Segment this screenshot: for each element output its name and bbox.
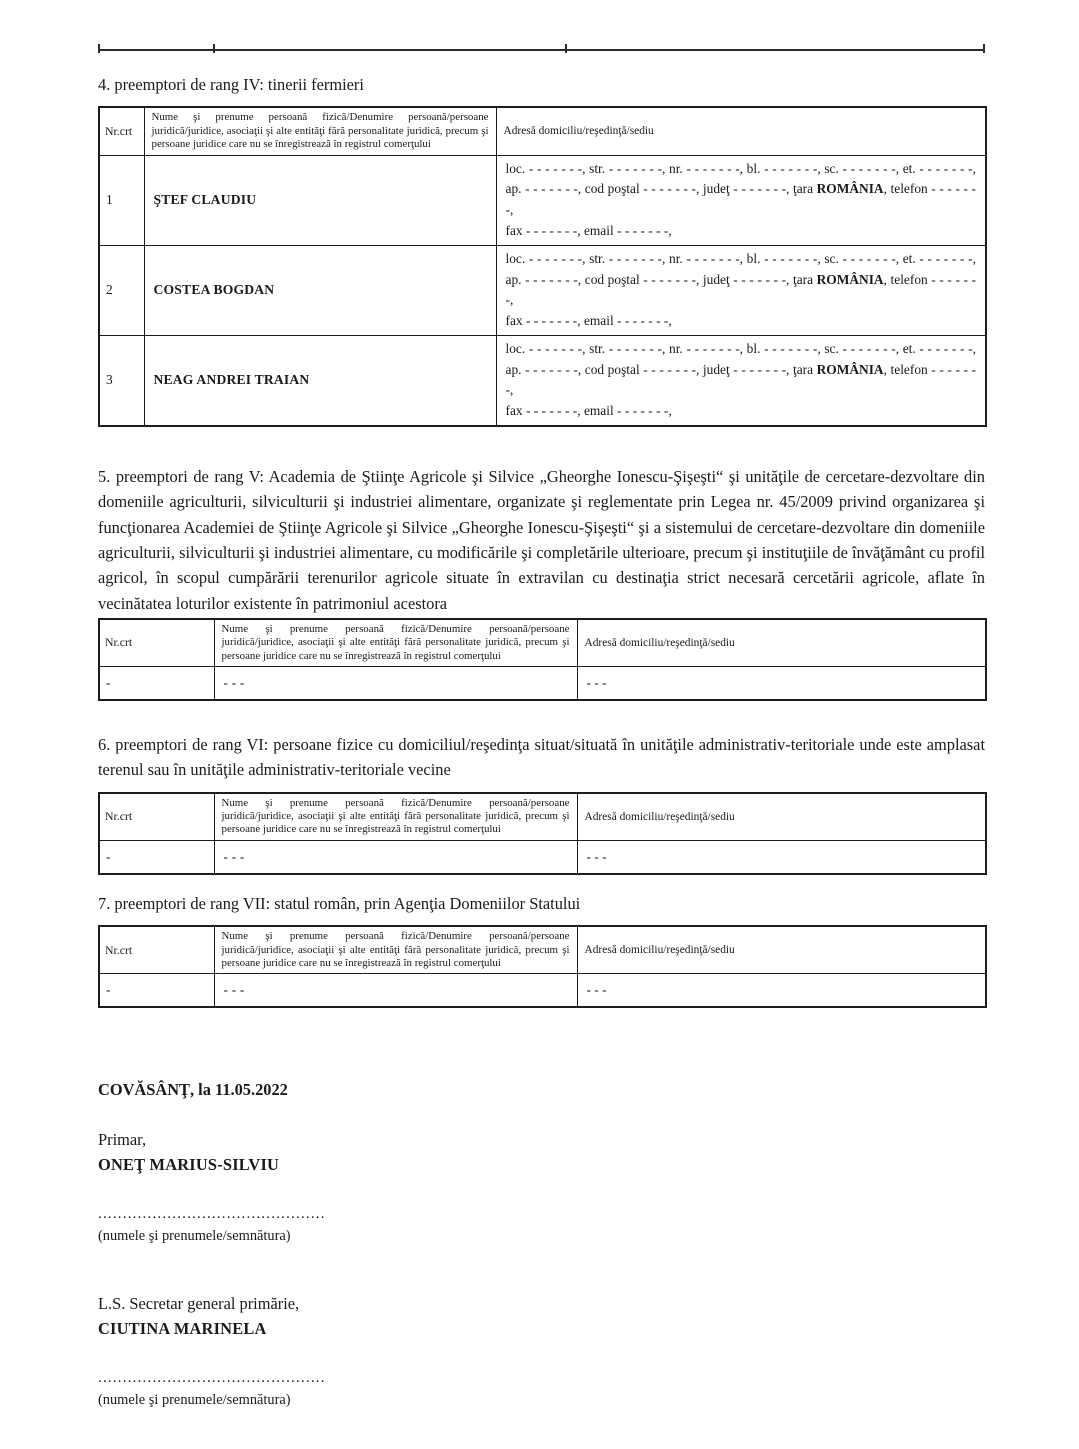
country-name: ROMÂNIA — [816, 361, 884, 377]
country-name: ROMÂNIA — [816, 271, 884, 287]
previous-table-bottom-rule — [98, 49, 985, 51]
col-header-name: Nume şi prenume persoană fizică/Denumire persoană/persoane juridică/juridice, asociaţii şi alte entităţi fără personalitate juridică, precum şi persoane juridice care nu se înregistrează în registrul comerţului — [144, 107, 496, 155]
primar-label: Primar, — [98, 1130, 147, 1150]
primar-name: ONEŢ MARIUS-SILVIU — [98, 1155, 280, 1175]
person-name: - - - — [214, 840, 577, 874]
person-name: - - - — [214, 974, 577, 1008]
address-line — [506, 360, 977, 402]
signature-place-date: COVĂSÂNŢ, la 11.05.2022 — [98, 1080, 288, 1100]
address-text: ap. - - - - - - -, cod poştal - - - - - - -, judeţ - - - - - - -, ţara — [505, 181, 817, 197]
col-header-nr: Nr.crt — [99, 107, 144, 155]
section-7-heading: 7. preemptori de rang VII: statul român, prin Agenţia Domeniilor Statului — [98, 893, 581, 913]
col-header-nr: Nr.crt — [99, 926, 214, 974]
document-page — [0, 49, 1079, 1449]
row-number: - — [99, 840, 214, 874]
address-line: loc. - - - - - - -, str. - - - - - - -, nr. - - - - - - -, bl. - - - - - - -, sc. - - - - - - -, et. - - - - - - -, — [505, 340, 976, 356]
row-number: 1 — [99, 155, 144, 245]
table-row — [99, 667, 986, 701]
rule-tick — [98, 44, 100, 53]
preemptors-rank4-table — [98, 106, 987, 427]
col-header-nr: Nr.crt — [99, 619, 214, 667]
person-name: COSTEA BOGDAN — [144, 245, 496, 335]
preemptors-rank7-table — [98, 925, 987, 1008]
address-cell — [496, 335, 986, 426]
address-text: , telefon - - - - - - -, — [505, 181, 976, 218]
secretary-label: L.S. Secretar general primărie, — [98, 1294, 300, 1314]
table-row — [99, 974, 986, 1008]
signature-caption: (numele şi prenumele/semnătura) — [98, 1392, 291, 1409]
address-line — [506, 270, 977, 312]
table-header-row — [99, 619, 986, 667]
table-header-row — [99, 926, 986, 974]
signature-caption: (numele şi prenumele/semnătura) — [98, 1228, 291, 1245]
row-number: - — [99, 667, 214, 701]
address-text: , telefon - - - - - - -, — [505, 361, 976, 398]
address-line — [506, 179, 977, 221]
rule-tick — [213, 44, 215, 53]
col-header-address: Adresă domiciliu/reşedinţă/sediu — [577, 619, 986, 667]
address-cell: - - - — [577, 840, 986, 874]
table-row — [99, 840, 986, 874]
address-cell: - - - — [577, 974, 986, 1008]
table-header-row — [99, 107, 986, 155]
address-cell — [496, 155, 986, 245]
country-name: ROMÂNIA — [816, 181, 884, 197]
col-header-name: Nume şi prenume persoană fizică/Denumire persoană/persoane juridică/juridice, asociaţii şi alte entităţi fără personalitate juridică, precum şi persoane juridice care nu se înregistrează în registrul comerţului — [214, 619, 577, 667]
address-cell: - - - — [577, 667, 986, 701]
address-line: fax - - - - - - -, email - - - - - - -, — [505, 403, 672, 419]
table-row — [99, 155, 986, 245]
address-line: loc. - - - - - - -, str. - - - - - - -, nr. - - - - - - -, bl. - - - - - - -, sc. - - - - - - -, et. - - - - - - -, — [505, 250, 976, 266]
address-text: ap. - - - - - - -, cod poştal - - - - - - -, judeţ - - - - - - -, ţara — [505, 271, 817, 287]
section-4-heading: 4. preemptori de rang IV: tinerii fermieri — [98, 75, 364, 94]
signature-dotted-line: .............................................. — [98, 1370, 326, 1387]
table-row — [99, 335, 986, 426]
address-line: fax - - - - - - -, email - - - - - - -, — [505, 222, 672, 238]
rule-tick — [983, 44, 985, 53]
col-header-nr: Nr.crt — [99, 793, 214, 841]
address-cell — [496, 245, 986, 335]
person-name: NEAG ANDREI TRAIAN — [144, 335, 496, 426]
person-name: - - - — [214, 667, 577, 701]
section-6-heading: 6. preemptori de rang VI: persoane fizice cu domiciliul/reşedinţa situat/situată în unităţile administrativ-teritoriale unde este amplasat terenul sau în unităţile administrativ-teritoriale vecine — [98, 735, 985, 780]
row-number: - — [99, 974, 214, 1008]
address-text: , telefon - - - - - - -, — [505, 271, 976, 308]
row-number: 3 — [99, 335, 144, 426]
address-text: ap. - - - - - - -, cod poştal - - - - - - -, judeţ - - - - - - -, ţara — [505, 361, 817, 377]
col-header-name: Nume şi prenume persoană fizică/Denumire persoană/persoane juridică/juridice, asociaţii şi alte entităţi fără personalitate juridică, precum şi persoane juridice care nu se înregistrează în registrul comerţului — [214, 793, 577, 841]
address-line: loc. - - - - - - -, str. - - - - - - -, nr. - - - - - - -, bl. - - - - - - -, sc. - - - - - - -, et. - - - - - - -, — [505, 160, 976, 176]
address-line: fax - - - - - - -, email - - - - - - -, — [505, 313, 672, 329]
rule-tick — [565, 44, 567, 53]
section-5-paragraph: 5. preemptori de rang V: Academia de Ştiinţe Agricole şi Silvice „Gheorghe Ionescu-Şişeşti“ şi unităţile de cercetare-dezvoltare din domeniile agriculturii, silviculturii şi industriei alimentare, organizate şi reglementate prin Legea nr. 45/2009 privind organizarea şi funcţionarea Academiei de Ştiinţe Agricole şi Silvice „Gheorghe Ionescu-Şişeşti“ şi a sistemului de cercetare-dezvoltare din domeniile agriculturii, silviculturii şi industriei alimentare, cu modificările şi completările ulterioare, precum şi instituţiile de învăţământ cu profil agricol, în scopul cumpărării terenurilor agricole situate în extravilan cu destinaţia strict necesară cercetării agricole, aflate în vecinătatea loturilor existente în patrimoniul acestora — [98, 467, 985, 613]
table-header-row — [99, 793, 986, 841]
preemptors-rank6-table — [98, 792, 987, 875]
signature-dotted-line: .............................................. — [98, 1206, 326, 1223]
table-row — [99, 245, 986, 335]
preemptors-rank5-table — [98, 618, 987, 701]
row-number: 2 — [99, 245, 144, 335]
col-header-address: Adresă domiciliu/reşedinţă/sediu — [577, 926, 986, 974]
secretary-name: CIUTINA MARINELA — [98, 1319, 267, 1339]
col-header-address: Adresă domiciliu/reşedinţă/sediu — [496, 107, 986, 155]
col-header-address: Adresă domiciliu/reşedinţă/sediu — [577, 793, 986, 841]
person-name: ŞTEF CLAUDIU — [144, 155, 496, 245]
col-header-name: Nume şi prenume persoană fizică/Denumire persoană/persoane juridică/juridice, asociaţii şi alte entităţi fără personalitate juridică, precum şi persoane juridice care nu se înregistrează în registrul comerţului — [214, 926, 577, 974]
